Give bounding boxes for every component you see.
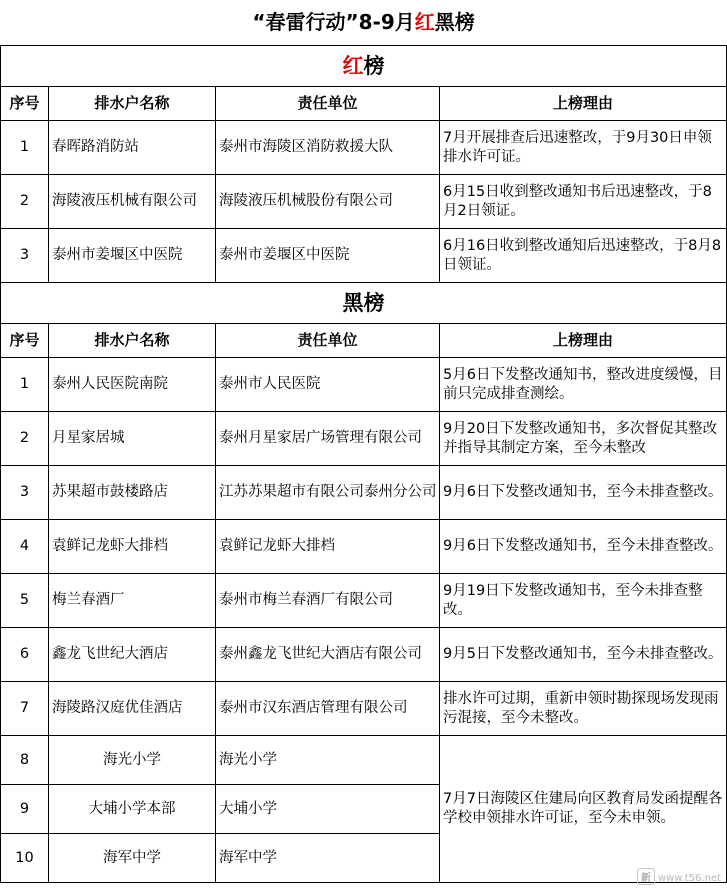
row-reason: 5月6日下发整改通知书，整改进度缓慢，目前只完成排查测绘。 (440, 358, 727, 412)
row-no: 2 (1, 175, 49, 229)
title-prefix: “春雷行动”8-9月 (252, 10, 415, 34)
row-reason: 9月5日下发整改通知书，至今未排查整改。 (440, 628, 727, 682)
row-no: 6 (1, 628, 49, 682)
row-reason: 9月6日下发整改通知书，至今未排查整改。 (440, 520, 727, 574)
row-unit: 袁鲜记龙虾大排档 (216, 520, 440, 574)
row-name: 海军中学 (49, 834, 216, 883)
row-no: 10 (1, 834, 49, 883)
table-row (1, 466, 727, 520)
title-suffix: 黑榜 (434, 10, 475, 34)
col-header-no: 序号 (1, 324, 49, 358)
row-unit: 泰州月星家居广场管理有限公司 (216, 412, 440, 466)
col-header-name: 排水户名称 (49, 324, 216, 358)
table-row (1, 682, 727, 736)
red-list-heading (1, 46, 727, 87)
col-header-reason: 上榜理由 (440, 324, 727, 358)
row-reason: 9月6日下发整改通知书，至今未排查整改。 (440, 466, 727, 520)
row-reason: 6月15日收到整改通知书后迅速整改，于8月2日领证。 (440, 175, 727, 229)
row-name: 海陵路汉庭优佳酒店 (49, 682, 216, 736)
row-unit: 海军中学 (216, 834, 440, 883)
table-row (1, 412, 727, 466)
row-no: 1 (1, 121, 49, 175)
table-row (1, 628, 727, 682)
row-no: 5 (1, 574, 49, 628)
row-reason: 9月20日下发整改通知书，多次督促其整改并指导其制定方案，至今未整改 (440, 412, 727, 466)
row-name: 梅兰春酒厂 (49, 574, 216, 628)
row-unit: 泰州市海陵区消防救援大队 (216, 121, 440, 175)
row-name: 鑫龙飞世纪大酒店 (49, 628, 216, 682)
row-no: 7 (1, 682, 49, 736)
row-unit: 泰州鑫龙飞世纪大酒店有限公司 (216, 628, 440, 682)
row-unit: 海光小学 (216, 736, 440, 785)
black-list-heading: 黑榜 (1, 283, 727, 324)
row-no: 2 (1, 412, 49, 466)
black-header-row (1, 324, 727, 358)
row-unit: 大埔小学 (216, 785, 440, 834)
row-reason: 9月19日下发整改通知书，至今未排查整改。 (440, 574, 727, 628)
row-no: 9 (1, 785, 49, 834)
row-name: 泰州人民医院南院 (49, 358, 216, 412)
row-unit: 江苏苏果超市有限公司泰州分公司 (216, 466, 440, 520)
row-no: 3 (1, 466, 49, 520)
col-header-reason: 上榜理由 (440, 87, 727, 121)
table-row (1, 736, 727, 785)
row-name: 海陵液压机械有限公司 (49, 175, 216, 229)
red-list-title: 红 (342, 53, 364, 78)
table-row (1, 229, 727, 283)
watermark-text: www.t56.net (657, 873, 721, 884)
row-unit: 泰州市姜堰区中医院 (216, 229, 440, 283)
col-header-unit: 责任单位 (216, 87, 440, 121)
table-row (1, 520, 727, 574)
row-reason: 排水许可过期，重新申领时勘探现场发现雨污混接，至今未整改。 (440, 682, 727, 736)
row-no: 8 (1, 736, 49, 785)
row-name: 苏果超市鼓楼路店 (49, 466, 216, 520)
red-list-title-suffix: 榜 (363, 53, 385, 78)
row-reason: 7月开展排查后迅速整改，于9月30日申领排水许可证。 (440, 121, 727, 175)
row-unit: 泰州市汉东酒店管理有限公司 (216, 682, 440, 736)
col-header-unit: 责任单位 (216, 324, 440, 358)
title-red-char: 红 (414, 10, 435, 34)
col-header-no: 序号 (1, 87, 49, 121)
row-name: 大埔小学本部 (49, 785, 216, 834)
row-name: 泰州市姜堰区中医院 (49, 229, 216, 283)
table-row (1, 175, 727, 229)
table-row (1, 574, 727, 628)
row-no: 3 (1, 229, 49, 283)
row-name: 袁鲜记龙虾大排档 (49, 520, 216, 574)
page-title (1, 0, 727, 46)
row-name: 月星家居城 (49, 412, 216, 466)
row-no: 1 (1, 358, 49, 412)
row-unit: 泰州市梅兰春酒厂有限公司 (216, 574, 440, 628)
row-no: 4 (1, 520, 49, 574)
row-reason: 6月16日收到整改通知后迅速整改，于8月8日领证。 (440, 229, 727, 283)
watermark-logo: 新 (637, 868, 655, 885)
row-unit: 海陵液压机械股份有限公司 (216, 175, 440, 229)
watermark (637, 868, 721, 885)
schools-reason: 7月7日海陵区住建局向区教育局发函提醒各学校申领排水许可证，至今未申领。 (440, 736, 727, 883)
row-name: 海光小学 (49, 736, 216, 785)
row-unit: 泰州市人民医院 (216, 358, 440, 412)
row-name: 春晖路消防站 (49, 121, 216, 175)
col-header-name: 排水户名称 (49, 87, 216, 121)
red-header-row (1, 87, 727, 121)
table-row (1, 121, 727, 175)
table-row (1, 358, 727, 412)
